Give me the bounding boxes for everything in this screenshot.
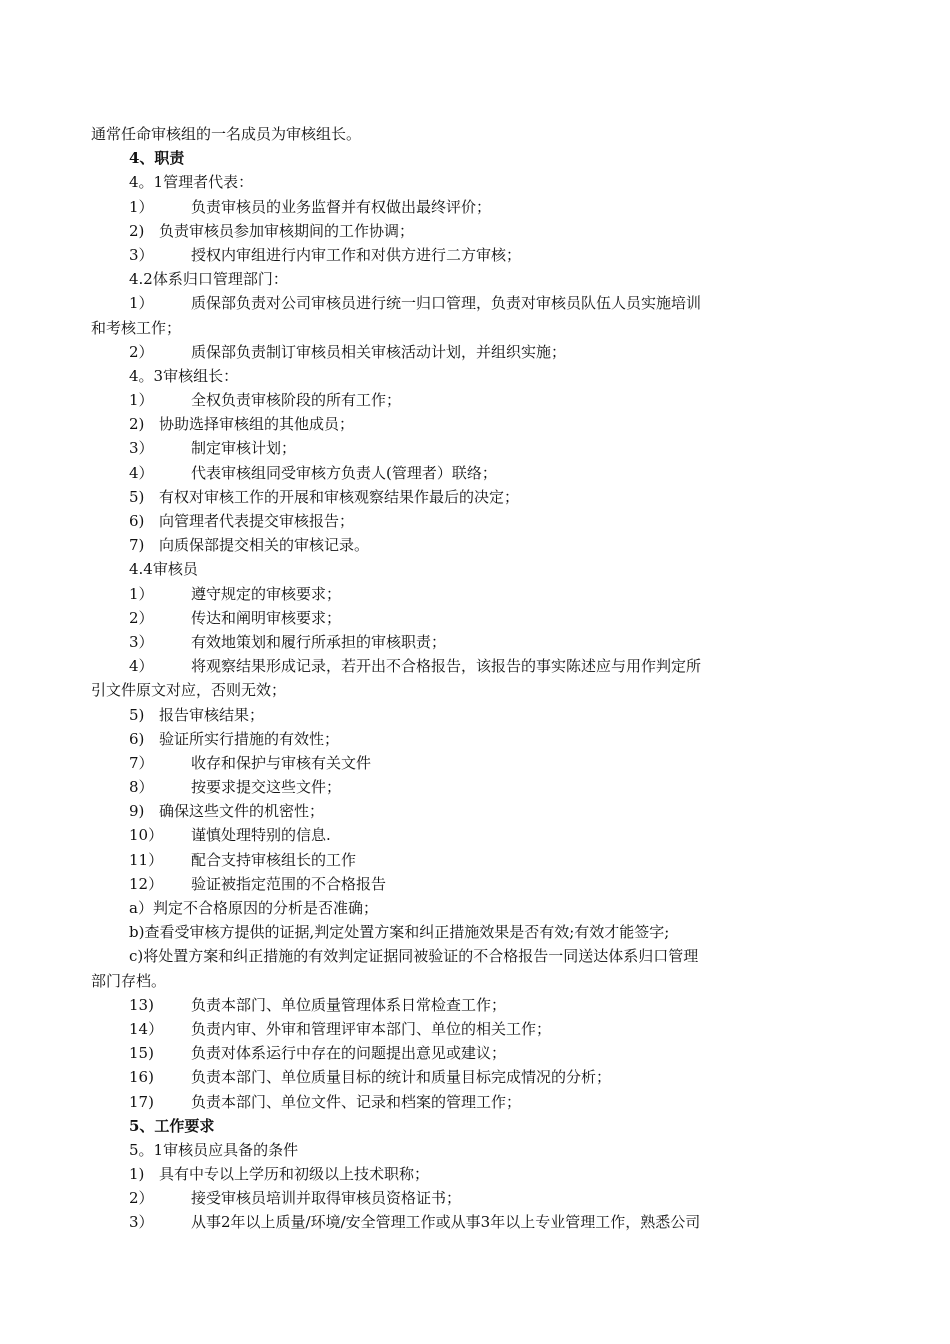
text-line [0,340,950,364]
item-number: 13) [129,995,154,1014]
text-line [0,1162,950,1186]
item-number: 3） [129,1213,154,1232]
text-line [0,1210,950,1234]
text-line [0,1065,950,1089]
item-number: 11） [129,850,164,869]
line-text: 4.4审核员 [129,560,198,579]
item-text: 从事2年以上质量/环境/安全管理工作或从事3年以上专业管理工作，熟悉公司 [191,1213,701,1232]
item-number: 3） [129,245,154,264]
text-line [0,582,950,606]
text-line [0,654,950,678]
line-text: 4。3审核组长： [129,366,239,385]
text-line [0,461,950,485]
text-line [0,993,950,1017]
text-line [0,267,950,291]
item-number: 14） [129,1019,164,1038]
item-text: 负责审核员的业务监督并有权做出最终评价； [191,197,492,216]
item-text: 配合支持审核组长的工作 [191,850,357,869]
item-number: 2) [129,415,145,434]
item-text: 全权负责审核阶段的所有工作； [191,391,402,410]
text-line [0,606,950,630]
item-number: 12） [129,874,164,893]
section-heading [0,146,950,170]
line-text: 通常任命审核组的一名成员为审核组长。 [91,125,362,143]
item-text: 遵守规定的审核要求； [191,584,342,603]
line-text: 4。1管理者代表： [129,173,254,192]
item-text: 验证所实行措施的有效性； [159,729,340,748]
item-number: 2） [129,608,154,627]
item-number: 10） [129,826,164,845]
item-text: 负责对体系运行中存在的问题提出意见或建议； [191,1044,507,1063]
text-line [0,823,950,847]
item-number: 16) [129,1068,154,1087]
item-number: 2) [129,221,145,240]
text-line [0,775,950,799]
item-number: 6) [129,512,145,530]
item-number: 5) [129,705,145,724]
item-number: 4） [129,657,154,676]
item-text: 向质保部提交相关的审核记录。 [159,536,370,555]
item-text: 代表审核组同受审核方负责人(管理者）联络； [191,463,497,482]
text-line [0,630,950,654]
item-text: 负责本部门、单位文件、记录和档案的管理工作； [191,1092,522,1111]
item-number: 1） [129,584,154,603]
text-line [0,533,950,557]
item-number: 3） [129,632,154,651]
item-number: 1） [129,294,154,313]
text-line [0,848,950,872]
item-number: 7) [129,536,145,555]
text-line [0,436,950,460]
text-line [0,195,950,219]
item-text: 负责内审、外审和管理评审本部门、单位的相关工作； [191,1019,552,1038]
line-text: b)查看受审核方提供的证据,判定处置方案和纠正措施效果是否有效;有效才能签字; [129,923,670,942]
item-number: 1) [129,1165,145,1184]
item-number: 15) [129,1044,154,1063]
item-number: 5) [129,487,145,506]
item-number: 3） [129,439,154,458]
heading-text: 5、工作要求 [129,1116,215,1135]
text-line [0,751,950,775]
text-line [0,243,950,267]
line-text: 和考核工作； [91,318,182,337]
line-text: 部门存档。 [91,971,167,990]
text-line [0,727,950,751]
heading-text: 4、职责 [129,149,185,168]
item-text: 向管理者代表提交审核报告； [159,512,355,530]
item-text: 制定审核计划； [191,439,297,458]
item-text: 将观察结果形成记录，若开出不合格报告，该报告的事实陈述应与用作判定所 [191,657,702,676]
text-line [0,412,950,436]
line-text: 4.2体系归口管理部门： [129,270,288,289]
item-text: 验证被指定范围的不合格报告 [191,874,387,893]
text-line [0,944,950,968]
item-number: 4） [129,463,154,482]
text-line [0,1186,950,1210]
text-line [0,485,950,509]
document-body [0,122,950,1235]
line-text: c)将处置方案和纠正措施的有效判定证据同被验证的不合格报告一同送达体系归口管理 [129,947,699,966]
text-line [0,170,950,194]
item-text: 负责本部门、单位质量目标的统计和质量目标完成情况的分析； [191,1068,612,1087]
item-text: 质保部负责制订审核员相关审核活动计划，并组织实施； [191,342,567,361]
text-line [0,969,950,993]
item-number: 17) [129,1092,154,1111]
line-text: 5。1审核员应具备的条件 [129,1140,299,1159]
item-number: 2） [129,1189,154,1208]
text-line [0,799,950,823]
text-line [0,896,950,920]
item-text: 协助选择审核组的其他成员； [159,415,355,434]
item-text: 负责本部门、单位质量管理体系日常检查工作； [191,995,507,1014]
text-line [0,1017,950,1041]
item-number: 6) [129,729,145,748]
item-text: 负责审核员参加审核期间的工作协调； [159,221,415,240]
section-heading [0,1114,950,1138]
text-line [0,1090,950,1114]
text-line [0,219,950,243]
text-line [0,316,950,340]
text-line [0,509,950,533]
text-line [0,872,950,896]
item-number: 9) [129,802,145,821]
item-text: 按要求提交这些文件； [191,778,342,797]
item-text: 传达和阐明审核要求； [191,608,342,627]
item-number: 1） [129,391,154,410]
text-line [0,557,950,581]
text-line [0,122,950,146]
text-line [0,678,950,702]
item-text: 具有中专以上学历和初级以上技术职称； [159,1165,430,1184]
item-number: 2） [129,342,154,361]
text-line [0,703,950,727]
item-text: 收存和保护与审核有关文件 [191,753,372,772]
item-text: 有权对审核工作的开展和审核观察结果作最后的决定； [159,487,520,506]
item-text: 接受审核员培训并取得审核员资格证书； [191,1189,462,1208]
item-text: 确保这些文件的机密性； [159,802,325,821]
text-line [0,388,950,412]
item-text: 授权内审组进行内审工作和对供方进行二方审核； [191,245,522,264]
text-line [0,1138,950,1162]
item-text: 谨慎处理特别的信息. [191,826,331,845]
text-line [0,364,950,388]
text-line [0,291,950,315]
line-text: a）判定不合格原因的分析是否准确； [129,899,378,917]
item-text: 质保部负责对公司审核员进行统一归口管理，负责对审核员队伍人员实施培训 [191,294,702,313]
item-text: 报告审核结果； [159,705,265,724]
line-text: 引文件原文对应，否则无效； [91,681,287,700]
text-line [0,920,950,944]
item-number: 1） [129,197,154,216]
item-number: 8） [129,778,154,797]
item-text: 有效地策划和履行所承担的审核职责； [191,632,447,651]
item-number: 7） [129,753,154,772]
text-line [0,1041,950,1065]
